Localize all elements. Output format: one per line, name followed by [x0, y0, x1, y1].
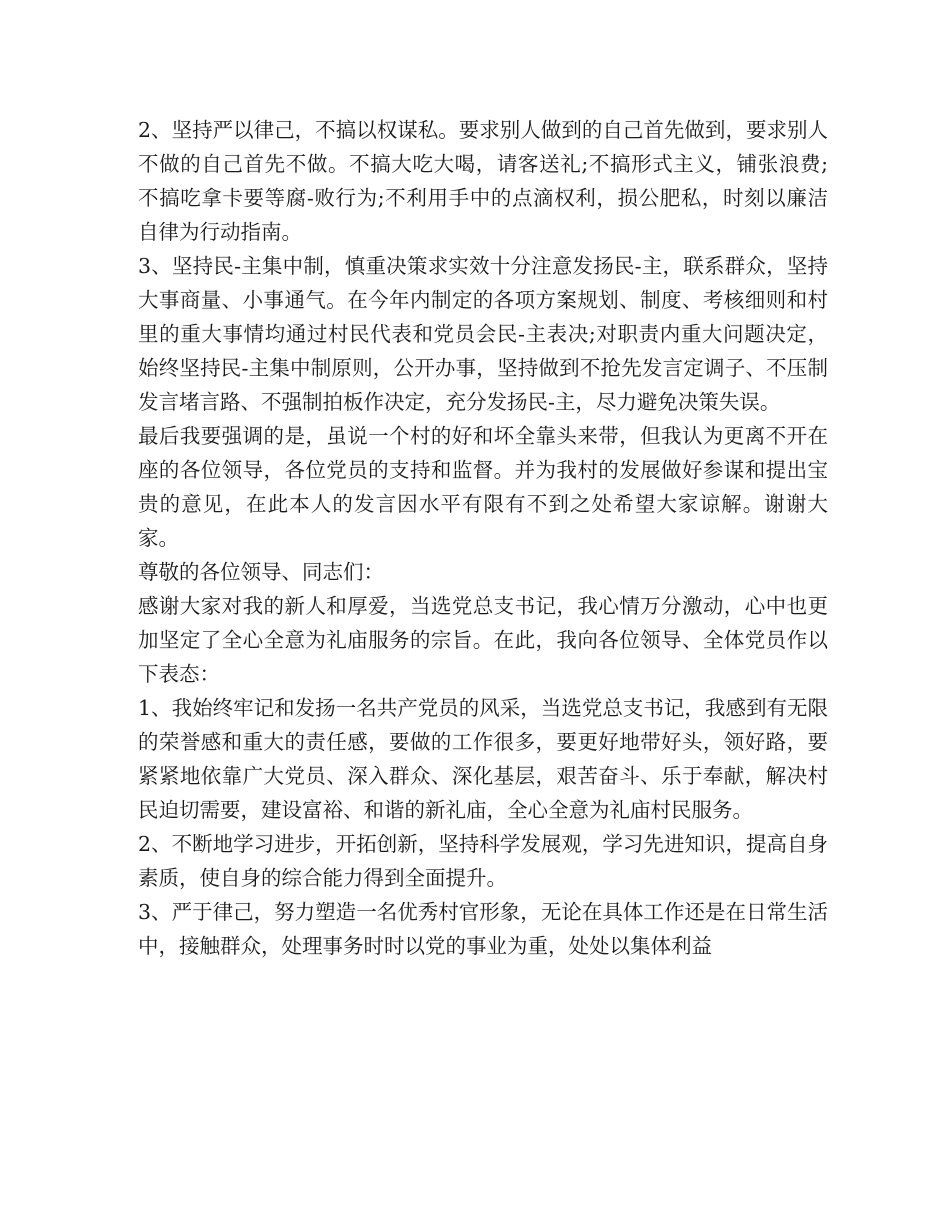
- document-body: [138, 113, 828, 963]
- paragraph-pledge-1: 1、我始终牢记和发扬一名共产党员的风采，当选党总支书记，我感到有无限的荣誉感和重大的责任感，要做的工作很多，要更好地带好头，领好路，要紧紧地依靠广大党员、深入群众、深化基层，艰苦奋斗、乐于奉献，解决村民迫切需要，建设富裕、和谐的新礼庙，全心全意为礼庙村民服务。: [138, 696, 828, 822]
- paragraph-pledge-2: 2、不断地学习进步，开拓创新，坚持科学发展观，学习先进知识，提高自身素质，使自身的综合能力得到全面提升。: [138, 832, 828, 890]
- paragraph-salutation: 尊敬的各位领导、同志们：: [138, 560, 384, 584]
- paragraph-discipline: 2、坚持严以律己，不搞以权谋私。要求别人做到的自己首先做到，要求别人不做的自己首先不做。不搞大吃大喝，请客送礼;不搞形式主义，铺张浪费;不搞吃拿卡要等腐-败行为;不利用手中的点滴权利，损公肥私，时刻以廉洁自律为行动指南。: [138, 118, 828, 244]
- paragraph-closing-remarks: 最后我要强调的是，虽说一个村的好和坏全靠头来带，但我认为更离不开在座的各位领导，各位党员的支持和监督。并为我村的发展做好参谋和提出宝贵的意见，在此本人的发言因水平有限有不到之处希望大家谅解。谢谢大家。: [138, 424, 828, 550]
- paragraph-democratic-centralism: 3、坚持民-主集中制，慎重决策求实效十分注意发扬民-主，联系群众，坚持大事商量、小事通气。在今年内制定的各项方案规划、制度、考核细则和村里的重大事情均通过村民代表和党员会民-主表决;对职责内重大问题决定，始终坚持民-主集中制原则，公开办事，坚持做到不抢先发言定调子、不压制发言堵言路、不强制拍板作决定，充分发扬民-主，尽力避免决策失误。: [138, 254, 828, 414]
- paragraph-thanks: 感谢大家对我的新人和厚爱，当选党总支书记，我心情万分激动，心中也更加坚定了全心全意为礼庙服务的宗旨。在此，我向各位领导、全体党员作以下表态：: [138, 594, 828, 686]
- paragraph-pledge-3: 3、严于律己，努力塑造一名优秀村官形象，无论在具体工作还是在日常生活中，接触群众，处理事务时时以党的事业为重，处处以集体利益: [138, 900, 828, 958]
